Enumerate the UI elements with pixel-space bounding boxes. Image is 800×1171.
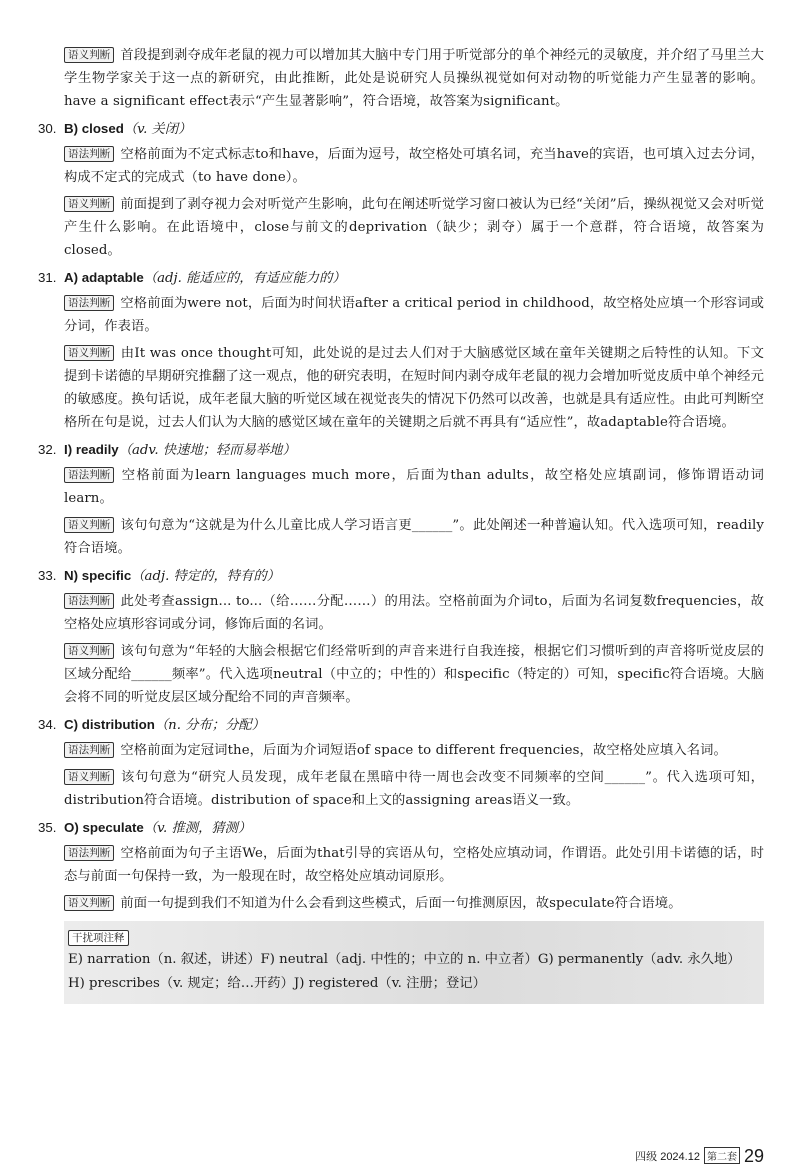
paragraph-text: 由It was once thought可知，此处说的是过去人们对于大脑感觉区域在童年关键期之后特性的认知。下文提到卡诺德的早期研究推翻了这一观点，他的研究表明，在短时间内剥夺成年老鼠的视力会增加听觉皮质中单个神经元的敏感度。换句话说，成年老鼠大脑的听觉区域在视觉丧失的情况下仍然可以改善，也就是具有适应性。由此可判断空格所在句是说，过去人们认为大脑的感觉区域在童年的关键期之后就不再具有“适应性”，故adaptable符合语境。 — [64, 346, 764, 430]
paragraph-text: 空格前面为句子主语We，后面为that引导的宾语从句，空格处应填动词，作谓语。此处引用卡诺德的话，时态与前面一句保持一致，为一般现在时，故空格处应填动词原形。 — [64, 846, 764, 884]
distractor-line: E) narration（n. 叙述，讲述）F) neutral（adj. 中性的；中立的 n. 中立者）G) permanently（adv. 永久地） — [68, 952, 741, 967]
distractor-line: H) prescribes（v. 规定；给…开药）J) registered（v. 注册；登记） — [68, 976, 486, 991]
exam-label: 四级 2024.12 — [635, 1151, 700, 1163]
item-answer: I) readily — [64, 442, 119, 457]
paragraph-text: 前面提到了剥夺视力会对听觉产生影响，此句在阐述听觉学习窗口被认为已经“关闭”后，操纵视觉又会对听觉产生什么影响。在此语境中，close与前文的deprivation（缺少；剥夺）属于一个意群，符合语境，故答案为closed。 — [64, 197, 764, 258]
intro-paragraph — [64, 44, 764, 113]
intro-text: 首段提到剥夺成年老鼠的视力可以增加其大脑中专门用于听觉部分的单个神经元的灵敏度，并介绍了马里兰大学生物学家关于这一点的新研究，由此推断，此处是说研究人员操纵视觉如何对动物的听觉能力产生显著的影响。have a significant effect表示“产生显著影响”，符合语境，故答案为significant。 — [64, 48, 764, 109]
item-number: 35. — [38, 820, 57, 835]
semantic-paragraph — [64, 342, 764, 434]
grammar-tag: 语法判断 — [64, 593, 114, 609]
item-number: 31. — [38, 270, 57, 285]
paragraph-text: 空格前面为不定式标志to和have，后面为逗号，故空格处可填名词，充当have的宾语，也可填入过去分词，构成不定式的完成式（to have done）。 — [64, 147, 764, 185]
item-number: 30. — [38, 121, 57, 136]
grammar-tag: 语法判断 — [64, 146, 114, 162]
item-answer: A) adaptable — [64, 270, 144, 285]
paragraph-text: 该句句意为“年轻的大脑会根据它们经常听到的声音来进行自我连接，根据它们习惯听到的声音将听觉皮层的区域分配给______频率”。代入选项neutral（中立的；中性的）和specific（特定的）可知，specific符合语境。大脑会将不同的听觉皮层区域分配给不同的声音频率。 — [64, 644, 764, 705]
item-note: （n. 分布；分配） — [154, 718, 265, 733]
semantic-paragraph — [64, 193, 764, 262]
semantic-tag: 语义判断 — [64, 47, 114, 63]
grammar-paragraph — [64, 842, 764, 888]
distractor-tag: 干扰项注释 — [68, 930, 129, 946]
item-note: （v. 关闭） — [123, 122, 192, 137]
semantic-paragraph — [64, 514, 764, 560]
semantic-paragraph — [64, 892, 764, 915]
item-answer: O) speculate — [64, 820, 144, 835]
grammar-paragraph — [64, 292, 764, 338]
grammar-paragraph — [64, 143, 764, 189]
grammar-tag: 语法判断 — [64, 845, 114, 861]
paragraph-text: 此处考查assign... to...（给……分配……）的用法。空格前面为介词to，后面为名词复数frequencies，故空格处应填形容词或分词，修饰后面的名词。 — [64, 594, 764, 632]
item-answer: C) distribution — [64, 717, 155, 732]
paragraph-text: 空格前面为learn languages much more，后面为than adults，故空格处应填副词，修饰谓语动词learn。 — [64, 468, 764, 506]
item-30 — [38, 117, 764, 141]
item-answer: N) specific — [64, 568, 132, 583]
paragraph-text: 该句句意为“研究人员发现，成年老鼠在黑暗中待一周也会改变不同频率的空间______”。代入选项可知，distribution符合语境。distribution of space和上文的assigning areas语义一致。 — [64, 770, 764, 808]
distractor-notes — [64, 921, 764, 1004]
page-number: 29 — [743, 1146, 764, 1166]
item-note: （v. 推测，猜测） — [143, 821, 252, 836]
semantic-tag: 语义判断 — [64, 895, 114, 911]
item-33 — [38, 564, 764, 588]
item-note: （adj. 能适应的，有适应能力的） — [143, 271, 346, 286]
paragraph-text: 空格前面为were not，后面为时间状语after a critical period in childhood，故空格处应填一个形容词或分词，作表语。 — [64, 296, 764, 334]
semantic-tag: 语义判断 — [64, 769, 114, 785]
grammar-paragraph — [64, 590, 764, 636]
set-label: 第二套 — [704, 1147, 740, 1164]
item-number: 34. — [38, 717, 57, 732]
semantic-paragraph — [64, 766, 764, 812]
item-32 — [38, 438, 764, 462]
paragraph-text: 空格前面为定冠词the，后面为介词短语of space to different frequencies，故空格处应填入名词。 — [120, 743, 727, 758]
grammar-tag: 语法判断 — [64, 742, 114, 758]
item-34 — [38, 713, 764, 737]
semantic-tag: 语义判断 — [64, 345, 114, 361]
grammar-paragraph — [64, 739, 764, 762]
item-answer: B) closed — [64, 121, 124, 136]
semantic-tag: 语义判断 — [64, 643, 114, 659]
item-note: （adj. 特定的，特有的） — [131, 569, 280, 584]
item-number: 32. — [38, 442, 57, 457]
semantic-tag: 语义判断 — [64, 517, 114, 533]
page-footer — [635, 1146, 764, 1167]
grammar-tag: 语法判断 — [64, 467, 114, 483]
item-number: 33. — [38, 568, 57, 583]
item-note: （adv. 快速地；轻而易举地） — [118, 443, 296, 458]
semantic-paragraph — [64, 640, 764, 709]
grammar-tag: 语法判断 — [64, 295, 114, 311]
answer-analysis — [38, 44, 764, 1004]
item-31 — [38, 266, 764, 290]
item-35 — [38, 816, 764, 840]
grammar-paragraph — [64, 464, 764, 510]
paragraph-text: 前面一句提到我们不知道为什么会看到这些模式，后面一句推测原因，故speculate符合语境。 — [120, 896, 682, 911]
paragraph-text: 该句句意为“这就是为什么儿童比成人学习语言更______”。此处阐述一种普遍认知。代入选项可知，readily符合语境。 — [64, 518, 764, 556]
semantic-tag: 语义判断 — [64, 196, 114, 212]
